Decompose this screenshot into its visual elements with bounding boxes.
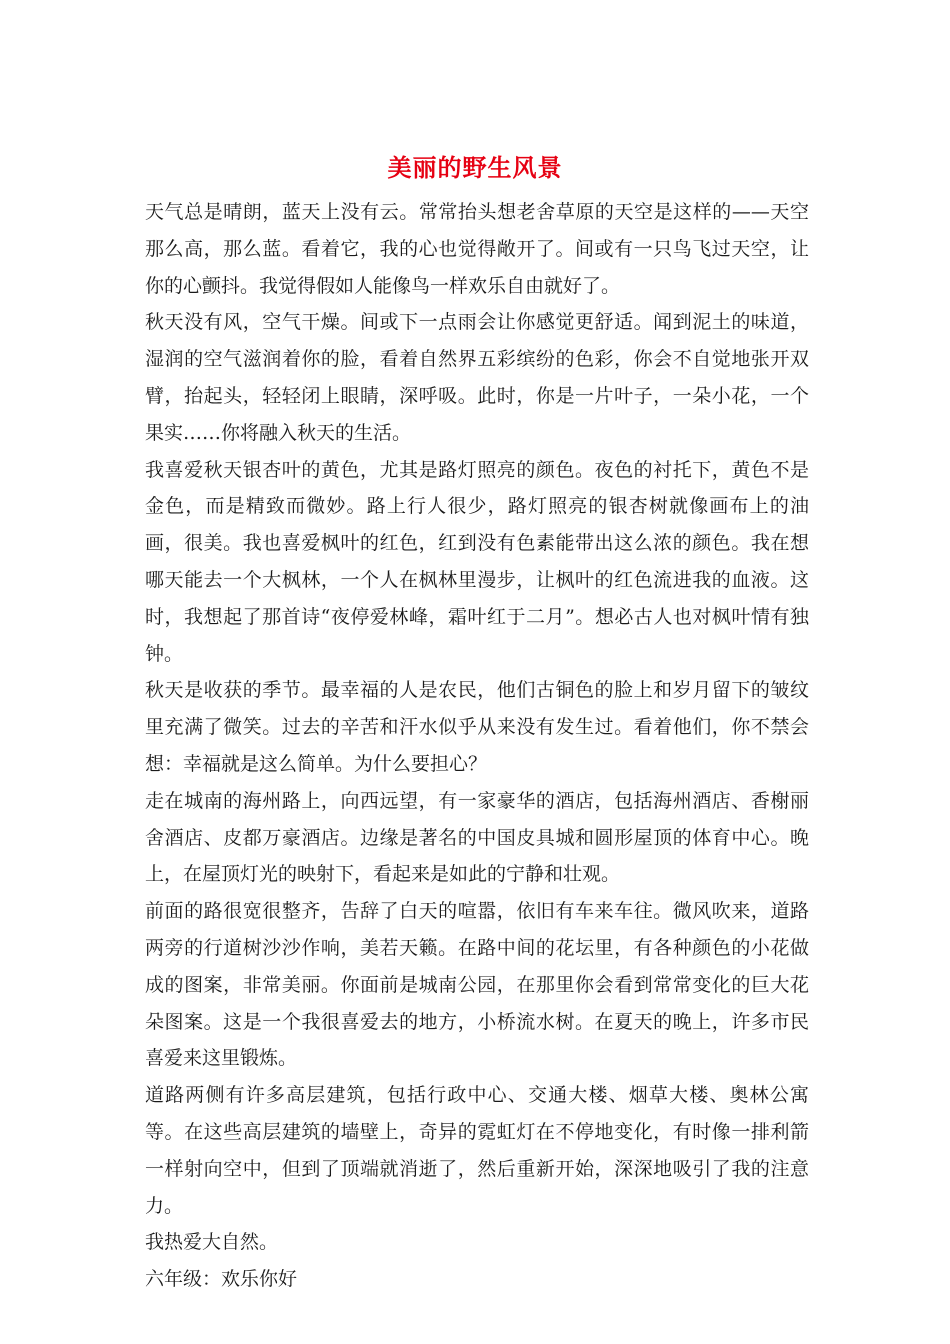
- paragraph-haizhou-road: 走在城南的海州路上，向西远望，有一家豪华的酒店，包括海州酒店、香榭丽舍酒店、皮都万豪酒店。边缘是著名的中国皮具城和圆形屋顶的体育中心。晚上，在屋顶灯光的映射下，看起来是如此的宁静和壮观。: [145, 789, 809, 886]
- paragraph-love-nature: 我热爱大自然。: [145, 1231, 279, 1254]
- paragraph-author: 六年级：欢乐你好: [145, 1268, 298, 1291]
- document-body: [145, 194, 809, 1298]
- document-title: 美丽的野生风景: [387, 153, 563, 182]
- paragraph-sky: 天气总是晴朗，蓝天上没有云。常常抬头想老舍草原的天空是这样的——天空那么高，那么蓝。看着它，我的心也觉得敞开了。间或有一只鸟飞过天空，让你的心颤抖。我觉得假如人能像鸟一样欢乐自由就好了。: [145, 201, 809, 297]
- paragraph-buildings: 道路两侧有许多高层建筑，包括行政中心、交通大楼、烟草大楼、奥林公寓等。在这些高层建筑的墙壁上，奇异的霓虹灯在不停地变化，有时像一排利箭一样射向空中，但到了顶端就消逝了，然后重新开始，深深地吸引了我的注意力。: [145, 1084, 809, 1217]
- paragraph-ginkgo-maple: 我喜爱秋天银杏叶的黄色，尤其是路灯照亮的颜色。夜色的衬托下，黄色不是金色，而是精致而微妙。路上行人很少，路灯照亮的银杏树就像画布上的油画，很美。我也喜爱枫叶的红色，红到没有色素能带出这么浓的颜色。我在想哪天能去一个大枫林，一个人在枫林里漫步，让枫叶的红色流进我的血液。这时，我想起了那首诗“夜停爱林峰，霜叶红于二月”。想必古人也对枫叶情有独钟。: [145, 458, 809, 665]
- paragraph-autumn-air: 秋天没有风，空气干燥。间或下一点雨会让你感觉更舒适。闻到泥土的味道，湿润的空气滋润着你的脸，看着自然界五彩缤纷的色彩，你会不自觉地张开双臂，抬起头，轻轻闭上眼睛，深呼吸。此时，你是一片叶子，一朵小花，一个果实……你将融入秋天的生活。: [145, 311, 809, 444]
- paragraph-road-park: 前面的路很宽很整齐，告辞了白天的喧嚣，依旧有车来车往。微风吹来，道路两旁的行道树沙沙作响，美若天籁。在路中间的花坛里，有各种颜色的小花做成的图案，非常美丽。你面前是城南公园，在那里你会看到常常变化的巨大花朵图案。这是一个我很喜爱去的地方，小桥流水树。在夏天的晚上，许多市民喜爱来这里锻炼。: [145, 900, 809, 1070]
- paragraph-harvest: 秋天是收获的季节。最幸福的人是农民，他们古铜色的脸上和岁月留下的皱纹里充满了微笑。过去的辛苦和汗水似乎从来没有发生过。看着他们，你不禁会想：幸福就是这么简单。为什么要担心？: [145, 679, 809, 775]
